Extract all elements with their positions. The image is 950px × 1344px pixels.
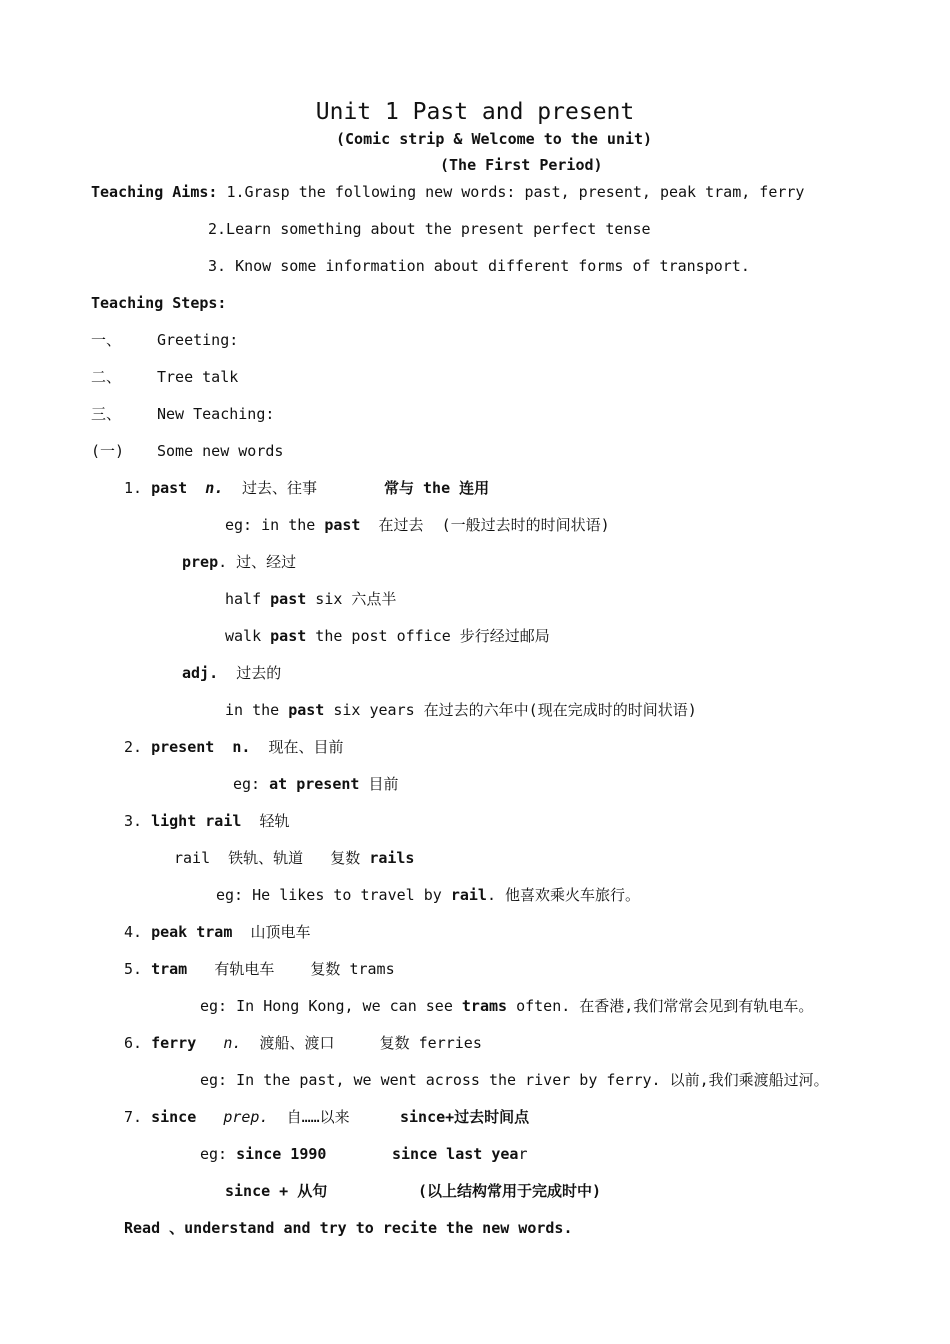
word-1-prep-label: prep [182,553,219,571]
example-text: in the [225,701,289,719]
step-1-number: 一、 [91,331,122,349]
word-7-clause: since + 从句 [225,1182,328,1200]
example-text: the post office 步行经过邮局 [306,627,550,645]
word-7-number: 7. [124,1108,143,1126]
step-1-text: Greeting: [157,331,239,349]
word-4-row [124,922,310,942]
word-6-pos: n. [223,1034,242,1052]
example-text: half [225,590,271,608]
word-1-adj-meaning: 过去的 [236,664,282,682]
example-text: eg: [200,1145,237,1163]
example-keyword: past [270,590,307,608]
word-1-pos: n. [205,479,224,497]
word-1-meaning: 过去、往事 [242,479,318,497]
word-5-term: tram [151,960,188,978]
example-keyword: rail [450,886,487,904]
word-3-number: 3. [124,812,143,830]
example-text: 在过去 (一般过去时的时间状语) [360,516,610,534]
word-7-clause-note: (以上结构常用于完成时中) [418,1182,602,1200]
word-3-meaning: 轻轨 [259,812,290,830]
word-5-number: 5. [124,960,143,978]
word-7-term: since [151,1108,197,1126]
step-4-text: Some new words [157,442,284,460]
word-3-sub [174,848,414,868]
word-4-meaning: 山顶电车 [250,923,311,941]
example-text: r [518,1145,528,1163]
example-keyword: since 1990 [236,1145,327,1163]
word-1-example-4 [225,700,697,720]
word-6-meaning: 渡船、渡口 复数 ferries [259,1034,482,1052]
example-keyword: trams [461,997,508,1015]
step-2-text: Tree talk [157,368,239,386]
word-4-term: peak tram [151,923,233,941]
word-3-example [216,885,640,905]
word-3-term: light rail [151,812,242,830]
word-2-term: present n. [151,738,251,756]
word-1-example-2 [225,589,396,609]
word-2-row [124,737,344,757]
example-keyword: past [288,701,325,719]
steps-label: Teaching Steps: [91,294,227,312]
page-title: Unit 1 Past and present [315,99,635,125]
word-5-example [200,996,813,1016]
word-2-example [233,774,398,794]
word-1-term: past [151,479,188,497]
word-2-meaning: 现在、目前 [268,738,344,756]
word-1-row [124,478,241,498]
step-1 [91,330,121,350]
example-text: eg: in the [225,516,325,534]
example-text: . 他喜欢乘火车旅行。 [486,886,640,904]
example-text: 目前 [359,775,399,793]
word-6-term: ferry [151,1034,197,1052]
example-text: six 六点半 [306,590,397,608]
aim-item-1: 1.Grasp the following new words: past, present, peak tram, ferry [226,183,805,201]
word-5-meaning: 有轨电车 复数 trams [214,960,395,978]
aims-label: Teaching Aims: [91,183,218,201]
step-4-number: (一) [91,442,125,460]
word-3-sub-text: rail 铁轨、轨道 复数 [174,849,370,867]
aim-item-3: 3. Know some information about different forms of transport. [208,257,750,275]
example-text: walk [225,627,271,645]
example-text: often. 在香港,我们常常会见到有轨电车。 [507,997,814,1015]
example-keyword: at present [269,775,360,793]
example-keyword: since last yea [392,1145,519,1163]
word-4-number: 4. [124,923,143,941]
word-2-number: 2. [124,738,143,756]
word-6-row [124,1033,482,1053]
word-3-plural: rails [369,849,415,867]
word-1-prep-meaning: . 过、经过 [218,553,297,571]
page-subtitle: (Comic strip & Welcome to the unit) [336,130,653,148]
example-keyword: past [270,627,307,645]
word-7-example-2 [392,1144,527,1164]
word-6-number: 6. [124,1034,143,1052]
word-3-row [124,811,289,831]
word-1-prep-row [182,552,296,572]
word-7-meaning: 自……以来 [286,1108,350,1126]
step-2-number: 二、 [91,368,122,386]
step-3-text: New Teaching: [157,405,275,423]
example-text: eg: [233,775,270,793]
word-1-adj-label: adj. [182,664,219,682]
word-6-example: eg: In the past, we went across the river by ferry. 以前,我们乘渡船过河。 [200,1071,829,1089]
word-7-pos: prep. [223,1108,269,1126]
word-1-number: 1. [124,479,143,497]
word-7-row [124,1107,350,1127]
word-1-adj-row [182,663,281,683]
example-text: six years 在过去的六年中(现在完成时的时间状语) [324,701,697,719]
example-text: eg: In Hong Kong, we can see [200,997,462,1015]
word-1-example-1 [225,515,610,535]
step-3-number: 三、 [91,405,122,423]
aim-item-2: 2.Learn something about the present perfect tense [208,220,651,238]
aims-row-1 [91,182,804,202]
word-1-example-3 [225,626,550,646]
word-7-note: since+过去时间点 [400,1108,530,1126]
word-1-note: 常与 the 连用 [384,479,490,497]
word-5-row [124,959,395,979]
word-7-example [200,1144,326,1164]
recite-instruction: Read 、understand and try to recite the new words. [124,1219,573,1237]
example-text: eg: He likes to travel by [216,886,451,904]
example-keyword: past [324,516,361,534]
period-label: (The First Period) [440,156,603,174]
